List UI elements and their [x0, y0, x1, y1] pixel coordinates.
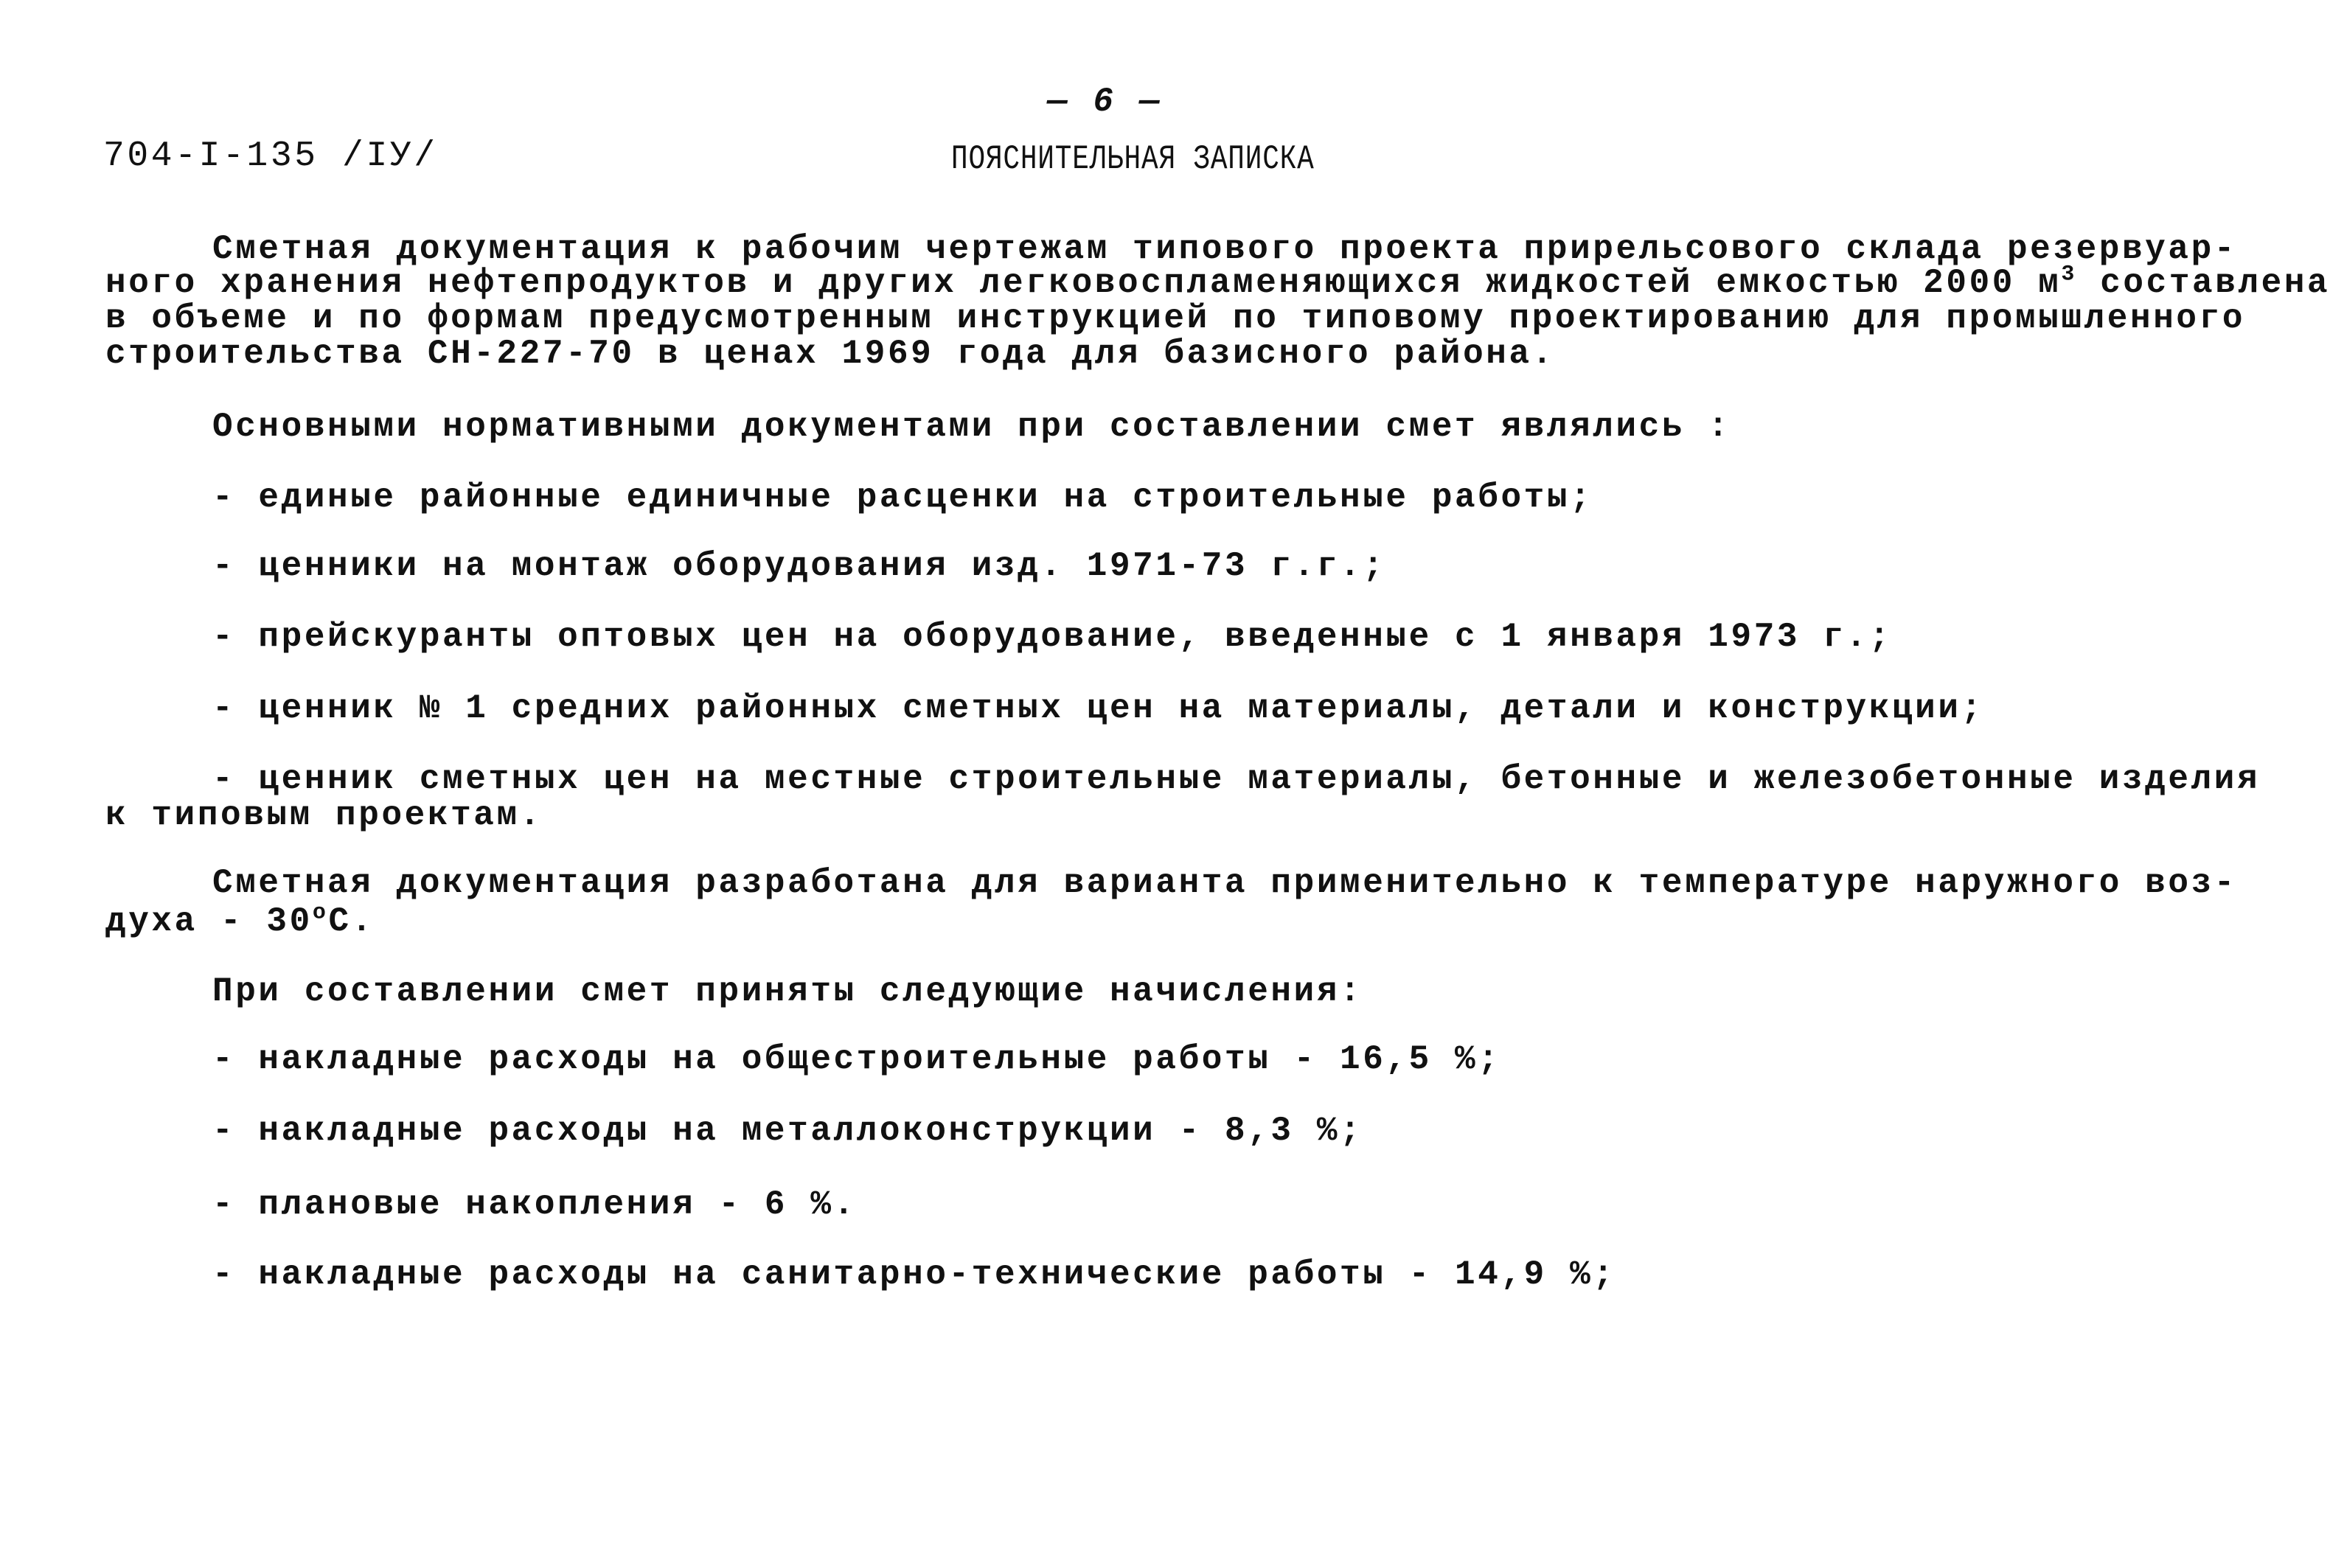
page-number: — 6 —	[1047, 83, 1163, 121]
degree-sign: о	[312, 900, 329, 926]
temperature-text: духа - 30	[105, 902, 313, 941]
norm-intro: Основными нормативными документами при составлении смет являлись :	[212, 408, 1731, 446]
temperature-unit: С.	[328, 902, 375, 941]
norm-item: - единые районные единичные расценки на строительные работы;	[212, 478, 1593, 517]
paragraph-line	[105, 264, 2330, 302]
temperature-line	[105, 902, 375, 941]
charge-item: - накладные расходы на металлоконструкции - 8,3 %;	[212, 1112, 1363, 1150]
norm-item: - ценники на монтаж оборудования изд. 1971-73 г.г.;	[212, 547, 1386, 585]
norm-item: к типовым проектам.	[105, 796, 543, 834]
superscript: 3	[2061, 262, 2077, 288]
norm-item: - прейскуранты оптовых цен на оборудование, введенные с 1 января 1973 г.;	[212, 618, 1892, 656]
paragraph-line: Сметная документация к рабочим чертежам типового проекта прирельсового склада резервуар-	[212, 230, 2237, 268]
charges-intro: При составлении смет приняты следующие начисления:	[212, 972, 1363, 1011]
norm-item: - ценник сметных цен на местные строительные материалы, бетонные и железобетонные изделия	[212, 760, 2261, 798]
document-code: 704-I-135 /IУ/	[103, 136, 438, 176]
temperature-line: Сметная документация разработана для варианта применительно к температуре наружного воз-	[212, 864, 2237, 902]
page-title: ПОЯСНИТЕЛЬНАЯ ЗАПИСКА	[951, 140, 1315, 178]
paragraph-text: ного хранения нефтепродуктов и других легковоспламеняющихся жидкостей емкостью 2000 м	[105, 264, 2062, 302]
norm-item: - ценник № 1 средних районных сметных цен на материалы, детали и конструкции;	[212, 689, 1984, 728]
charge-item: - накладные расходы на санитарно-технические работы - 14,9 %;	[212, 1255, 1616, 1294]
paragraph-line: строительства СН-227-70 в ценах 1969 года для базисного района.	[105, 335, 1555, 373]
paragraph-text: составлена	[2100, 264, 2330, 302]
paragraph-line: в объеме и по формам предусмотренным инструкцией по типовому проектированию для промышленного	[105, 299, 2246, 338]
charge-item: - накладные расходы на общестроительные работы - 16,5 %;	[212, 1040, 1501, 1079]
charge-item: - плановые накопления - 6 %.	[212, 1185, 857, 1224]
